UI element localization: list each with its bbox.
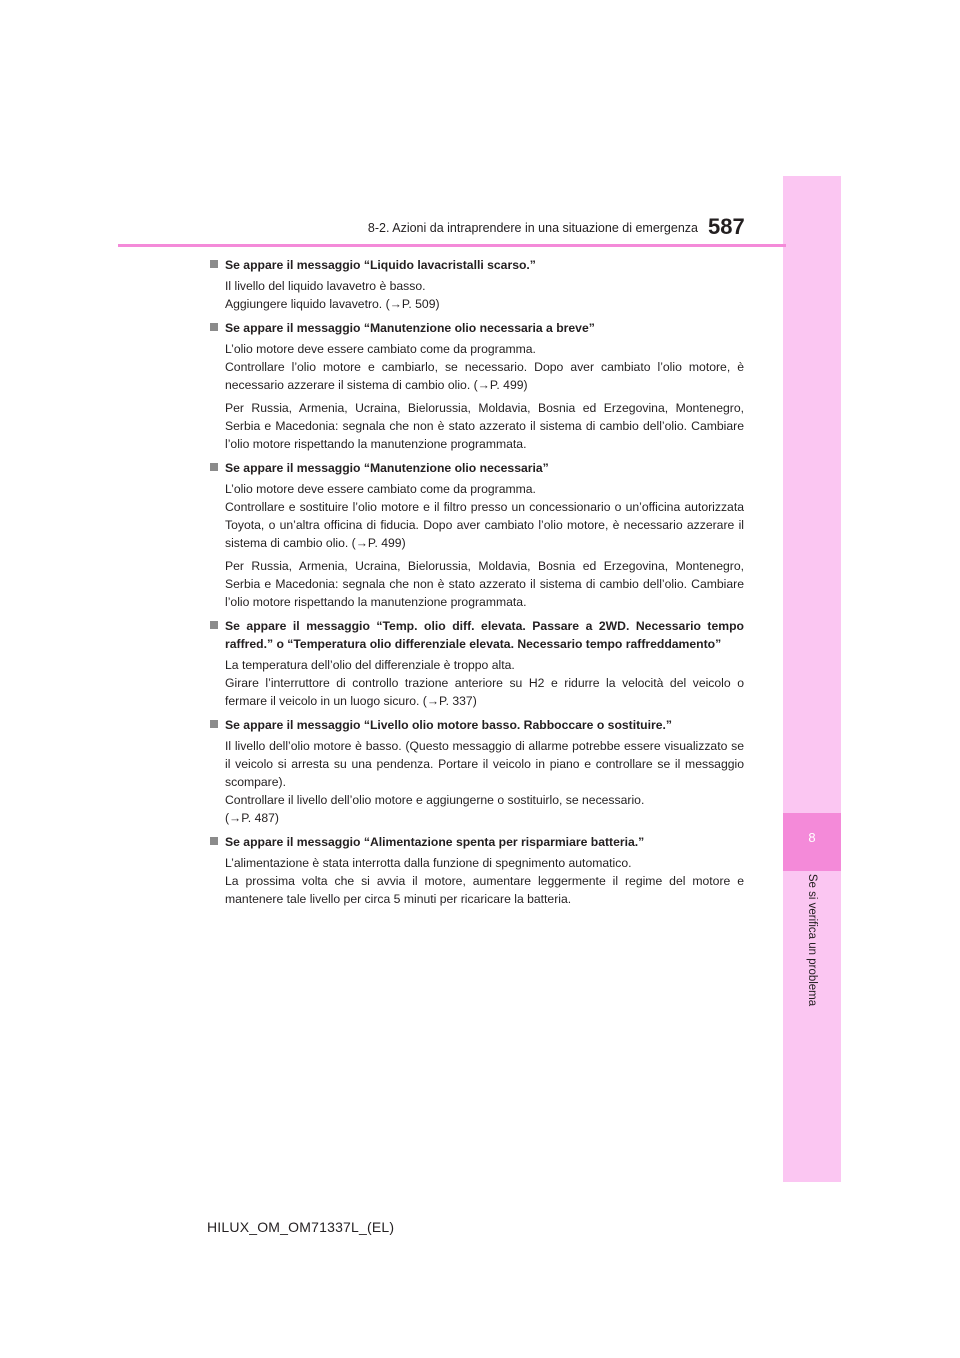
entry-paragraph: Il livello dell’olio motore è basso. (Questo messaggio di allarme potrebbe essere visualizzato se il veicolo si arresta su una pendenza. Portare il veicolo in piano e controllare se il messaggio scompare). Controllare il livello dell’olio motore e aggiungerne o sostituirlo, se necessario. (→P. 487) [225, 739, 744, 825]
side-tab [783, 176, 841, 1182]
entry-title: Se appare il messaggio “Livello olio motore basso. Rabboccare o sostituire.” [210, 716, 744, 734]
entry-paragraph: L’olio motore deve essere cambiato come da programma. Controllare e sostituire l’olio motore e il filtro presso un concessionario o un’officina autorizzata Toyota, o un’altra officina di fiducia. Dopo aver cambiato l’olio motore, è necessario azzerare il sistema di cambio olio. (→P. 499) [225, 482, 744, 550]
entry-paragraph: Per Russia, Armenia, Ucraina, Bielorussia, Moldavia, Bosnia ed Erzegovina, Montenegro, Serbia e Macedonia: segnala che non è stato azzerato il sistema di cambio dell’olio. Cambiare l’olio motore rispettando la manutenzione programmata. [225, 401, 744, 451]
entry-title: Se appare il messaggio “Alimentazione spenta per risparmiare batteria.” [210, 833, 744, 851]
chapter-number: 8 [808, 830, 816, 845]
message-entry [210, 256, 744, 313]
document-code: HILUX_OM_OM71337L_(EL) [207, 1219, 395, 1235]
entry-paragraph: L’alimentazione è stata interrotta dalla funzione di spegnimento automatico. La prossima volta che si avvia il motore, aumentare leggermente il regime del motore e mantenere tale livello per circa 5 minuti per ricaricare la batteria. [225, 856, 744, 906]
square-bullet-icon [210, 837, 218, 845]
entry-title: Se appare il messaggio “Temp. olio diff. elevata. Passare a 2WD. Necessario tempo raffred.” o “Temperatura olio differenziale elevata. Necessario tempo raffreddamento” [210, 617, 744, 653]
entry-paragraph: Il livello del liquido lavavetro è basso. Aggiungere liquido lavavetro. (→P. 509) [225, 279, 440, 311]
entry-title: Se appare il messaggio “Manutenzione olio necessaria” [210, 459, 744, 477]
entry-title: Se appare il messaggio “Manutenzione olio necessaria a breve” [210, 319, 744, 337]
message-entry [210, 459, 744, 611]
main-content [210, 256, 744, 914]
entry-paragraph: La temperatura dell’olio del differenziale è troppo alta. Girare l’interruttore di controllo trazione anteriore su H2 e ridurre la velocità del veicolo o fermare il veicolo in un luogo sicuro. (→P. 337) [225, 658, 744, 708]
square-bullet-icon [210, 621, 218, 629]
entry-paragraph: Per Russia, Armenia, Ucraina, Bielorussia, Moldavia, Bosnia ed Erzegovina, Montenegro, Serbia e Macedonia: segnala che non è stato azzerato il sistema di cambio dell’olio. Cambiare l’olio motore rispettando la manutenzione programmata. [225, 559, 744, 609]
entry-title: Se appare il messaggio “Liquido lavacristalli scarso.” [210, 256, 744, 274]
square-bullet-icon [210, 720, 218, 728]
message-entry [210, 319, 744, 453]
message-entry [210, 617, 744, 710]
chapter-title: Se si verifica un problema [806, 873, 818, 1007]
header-rule [118, 244, 786, 247]
page-number: 587 [708, 214, 745, 239]
section-title: 8-2. Azioni da intraprendere in una situazione di emergenza [367, 221, 698, 235]
square-bullet-icon [210, 463, 218, 471]
square-bullet-icon [210, 323, 218, 331]
message-entry [210, 833, 744, 908]
entry-paragraph: L’olio motore deve essere cambiato come da programma. Controllare l’olio motore e cambiarlo, se necessario. Dopo aver cambiato l’olio motore, è necessario azzerare il sistema di cambio olio. (→P. 499) [225, 342, 744, 392]
message-entry [210, 716, 744, 827]
square-bullet-icon [210, 260, 218, 268]
